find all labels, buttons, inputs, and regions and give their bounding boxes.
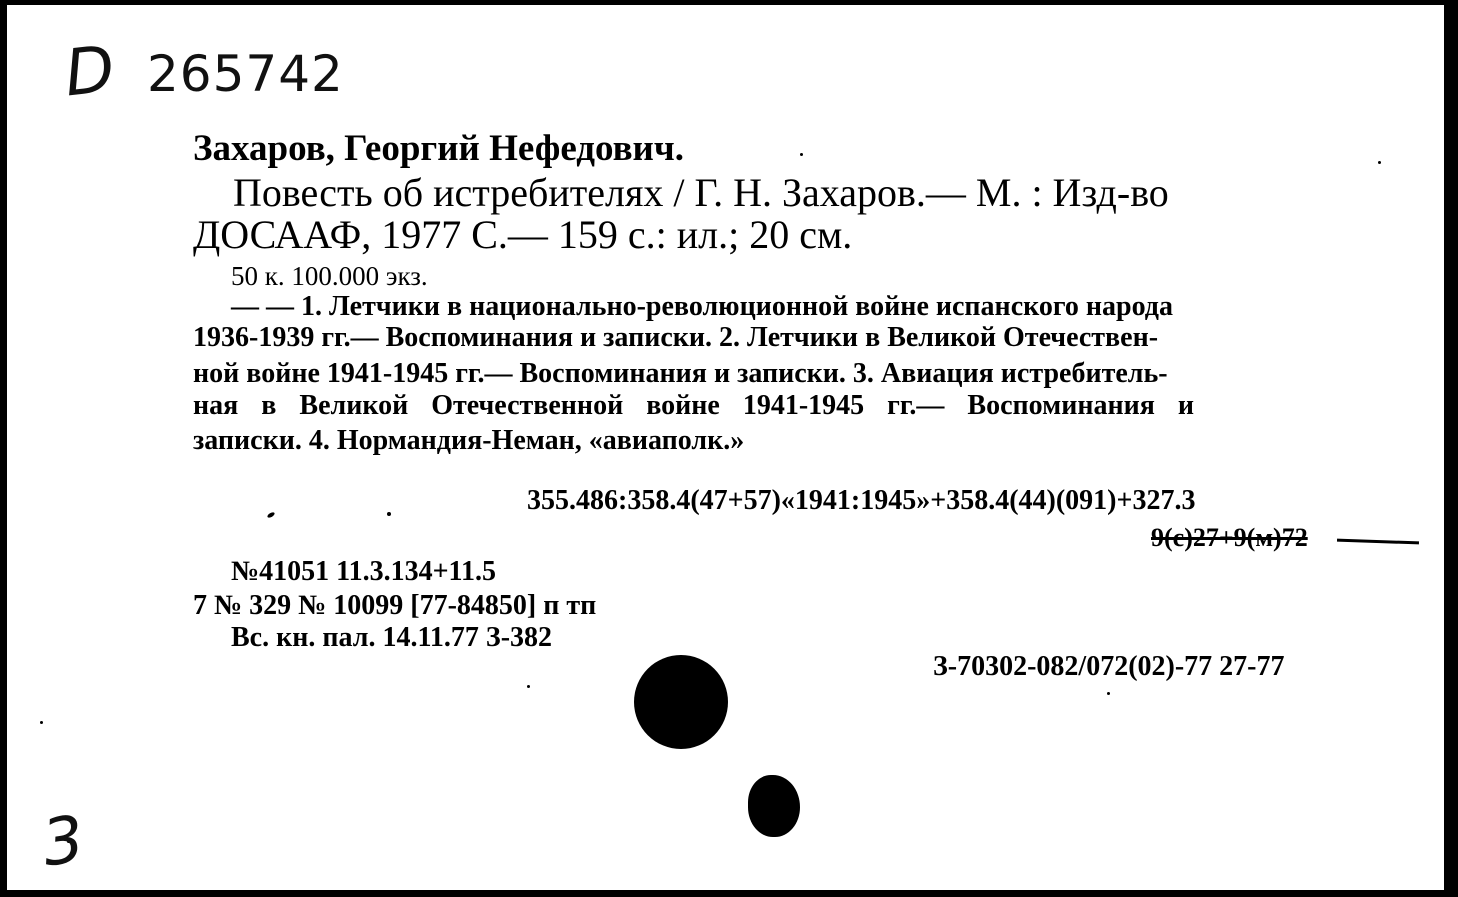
title-line-1: Повесть об истребителях / Г. Н. Захаров.— М. : Изд-во <box>233 170 1169 215</box>
speck <box>527 685 530 688</box>
handwritten-corner-mark: 3 <box>38 802 89 882</box>
ink-blot <box>748 775 800 837</box>
catalog-code: З-70302-082/072(02)-77 27-77 <box>933 651 1285 682</box>
author-heading: Захаров, Георгий Нефедович. <box>193 128 684 169</box>
catalog-card <box>4 2 1447 893</box>
handwritten-number: 265742 <box>147 45 344 103</box>
punch-hole <box>634 655 728 749</box>
speck <box>800 153 803 156</box>
price-print-run: 50 к. 100.000 экз. <box>231 261 428 291</box>
speck <box>267 511 276 518</box>
speck <box>1378 161 1381 164</box>
udc-index: 355.486:358.4(47+57)«1941:1945»+358.4(44)(091)+327.3 <box>527 485 1196 516</box>
subject-line: записки. 4. Нормандия-Неман, «авиаполк.» <box>193 425 745 456</box>
record-line-1: №41051 11.3.134+11.5 <box>231 556 497 587</box>
bbk-index-struck: 9(с)27+9(м)72 <box>1151 523 1308 552</box>
subject-line: — — 1. Летчики в национально-революционной войне испанского народа <box>231 291 1173 322</box>
record-line-3: Вс. кн. пал. 14.11.77 З-382 <box>231 622 553 653</box>
subject-line: ной войне 1941-1945 гг.— Воспоминания и записки. 3. Авиация истребитель- <box>193 358 1168 389</box>
handwritten-shelf-letter: D <box>61 32 119 112</box>
speck <box>40 721 43 724</box>
speck <box>1107 692 1110 695</box>
subject-line: ная в Великой Отечественной войне 1941-1945 гг.— Воспоминания и <box>193 390 1195 421</box>
strike-tail <box>1337 539 1419 545</box>
record-line-2: 7 № 329 № 10099 [77-84850] п тп <box>193 590 597 621</box>
speck <box>387 512 391 516</box>
title-line-2: ДОСААФ, 1977 С.— 159 с.: ил.; 20 см. <box>193 212 853 257</box>
subject-line: 1936-1939 гг.— Воспоминания и записки. 2. Летчики в Великой Отечествен- <box>193 322 1159 353</box>
